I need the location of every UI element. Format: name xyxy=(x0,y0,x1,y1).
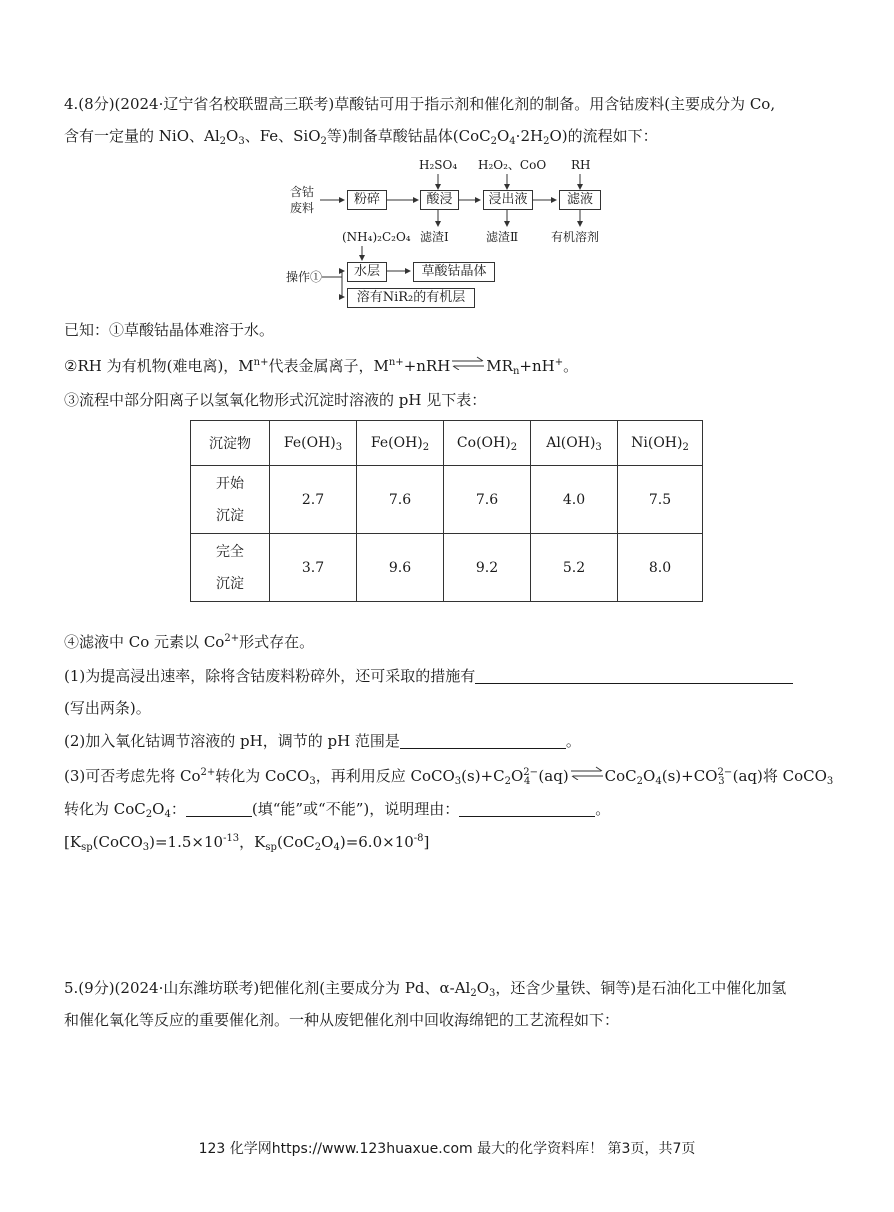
known-3: ③流程中部分阳离子以氢氧化物形式沉淀时溶液的 pH 见下表： xyxy=(64,391,487,409)
q4-sub3-cont: 转化为 $CoC_2O_4$： (填“能”或“不能”)，说明理由： 。 xyxy=(64,800,611,820)
q5-intro: 和催化氧化等反应的重要催化剂。一种从废钯催化剂中回收海绵钯的工艺流程如下： xyxy=(64,1011,620,1029)
flow-operation-1: 操作① xyxy=(286,270,323,284)
table-cell: 5.2 xyxy=(531,534,618,602)
flow-residue-1: 滤渣Ⅰ xyxy=(420,230,449,244)
process-flowchart xyxy=(280,152,620,310)
equilibrium-arrow-icon xyxy=(569,766,605,780)
table-cell: 3.7 xyxy=(270,534,357,602)
q4-title: 4.(8分)(2024·辽宁省名校联盟高三联考)草酸钴可用于指示剂和催化剂的制备。用含钴废料(主要成分为 Co, xyxy=(64,95,776,113)
answer-blank-3[interactable] xyxy=(186,800,252,817)
flow-organic-solvent: 有机溶剂 xyxy=(551,230,600,244)
flow-residue-2: 滤渣Ⅱ xyxy=(486,230,519,244)
q5-title: 5.(9分)(2024·山东潍坊联考)钯催化剂(主要成分为 Pd、$\alpha-Al_2O_3$，还含少量铁、铜等)是石油化工中催化加氢 xyxy=(64,979,787,999)
q4-sub1-cont: (写出两条)。 xyxy=(64,699,151,717)
table-cell: 7.6 xyxy=(357,466,444,534)
table-header-row xyxy=(191,421,703,466)
q4-sub1: (1)为提高浸出速率，除将含钴废料粉碎外，还可采取的措施有 xyxy=(64,666,793,686)
table-cell: 8.0 xyxy=(618,534,703,602)
known-1: 已知：①草酸钴晶体难溶于水。 xyxy=(64,321,275,339)
flow-crush-box: 粉碎 xyxy=(347,190,387,210)
flow-reagent-oxalate: (NH₄)₂C₂O₄ xyxy=(342,230,411,244)
table-cell: 9.6 xyxy=(357,534,444,602)
table-cell: 9.2 xyxy=(444,534,531,602)
ph-table xyxy=(190,420,703,602)
flow-organic-layer-box: 溶有NiR₂的有机层 xyxy=(347,288,475,308)
flow-filtrate-box: 滤液 xyxy=(559,190,601,210)
q4-intro: 含有一定量的 NiO、$Al_2O_3$、Fe、SiO$_2$等)制备草酸钴晶体$(CoC_2O_4\cdot 2H_2O)$的流程如下： xyxy=(64,127,658,147)
flow-reagent-rh: RH xyxy=(571,158,591,172)
table-header: $Ni(OH)_2$ xyxy=(618,421,703,466)
flow-raw-material: 含钴 废料 xyxy=(290,185,315,215)
q4-sub2: (2)加入氧化钴调节溶液的 pH，调节的 pH 范围是 。 xyxy=(64,732,581,750)
answer-blank-4[interactable] xyxy=(459,800,595,817)
equilibrium-arrow-icon xyxy=(450,356,486,370)
table-cell: 7.6 xyxy=(444,466,531,534)
table-header: $Fe(OH)_2$ xyxy=(357,421,444,466)
table-header: $Fe(OH)_3$ xyxy=(270,421,357,466)
table-cell: 2.7 xyxy=(270,466,357,534)
flow-acid-leach-box: 酸浸 xyxy=(420,190,459,210)
ksp-values: [$K_{sp}(CoCO_3)=1.5\times 10^{-13}$，$K_{sp}(CoC_2O_4)=6.0\times 10^{-8}$] xyxy=(64,833,430,853)
known-4: ④滤液中 Co 元素以 $Co^{2+}$形式存在。 xyxy=(64,633,315,651)
table-cell: 4.0 xyxy=(531,466,618,534)
q4-sub3: (3)可否考虑先将 $Co^{2+}$转化为 CoCO$_3$，再利用反应 $CoCO_3(s)+C_2O^{2-}_4$ (aq) $CoC_2O_4(s)+CO^{2-}_3$ (aq)将 CoCO$_3$ xyxy=(64,767,834,787)
table-header: 沉淀物 xyxy=(191,421,270,466)
flow-water-layer-box: 水层 xyxy=(347,262,387,282)
known-2: ②RH 为有机物(难电离)，$M^{n+}$代表金属离子，$M^{n+}+nRH$ $MR_n+nH^+$。 xyxy=(64,357,579,377)
table-row-label: 完全 沉淀 xyxy=(191,534,270,602)
table-cell: 7.5 xyxy=(618,466,703,534)
table-header: $Co(OH)_2$ xyxy=(444,421,531,466)
flow-reagent-h2o2-coo: H₂O₂、CoO xyxy=(478,158,547,172)
table-row xyxy=(191,466,703,534)
answer-blank-2[interactable] xyxy=(400,732,566,749)
table-row-label: 开始 沉淀 xyxy=(191,466,270,534)
page-footer: 123 化学网https://www.123huaxue.com 最大的化学资料库！ 第3页，共7页 xyxy=(198,1141,696,1157)
table-header: $Al(OH)_3$ xyxy=(531,421,618,466)
flow-reagent-h2so4: H₂SO₄ xyxy=(419,158,458,172)
flow-leachate-box: 浸出液 xyxy=(483,190,533,210)
answer-blank-1[interactable] xyxy=(475,667,793,684)
flow-product-box: 草酸钴晶体 xyxy=(413,262,495,282)
table-row xyxy=(191,534,703,602)
